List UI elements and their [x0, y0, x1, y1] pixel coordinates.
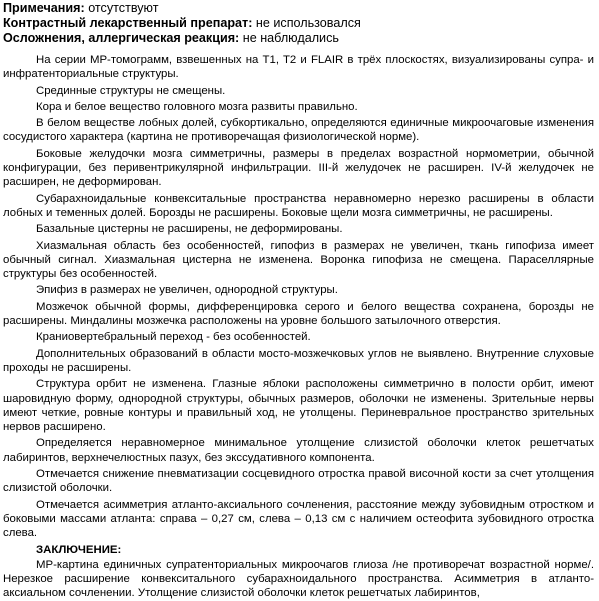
conclusion-text: МР-картина единичных супратенториальных микроочагов глиоза /не противоречат возрастной норме/. Нерезкое расширение конвекситального субарахноидального пространства. Асимметрия в атланто-аксиальном сочленении. Утолщение слизистой оболочки клеток решетчатых лабиринтов, — [3, 558, 594, 600]
paragraph-white-matter: В белом веществе лобных долей, субкортикально, определяются единичные микроочаговые изменения сосудистого характера (картина не противоречащая физиологической норме). — [3, 117, 594, 144]
paragraph-cortex: Кора и белое вещество головного мозга развиты правильно. — [36, 100, 358, 113]
contrast-label: Контрастный лекарственный препарат: — [3, 16, 253, 30]
paragraph-midline: Срединные структуры не смещены. — [36, 84, 226, 97]
paragraph-orbits: Структура орбит не изменена. Глазные яблоки расположены симметрично в полости орбит, имеют шаровидную форму, однородной структуры, обычных размеров, оболочки не изменены. Зрительные нервы имеют четкие, ровные контуры и правильный ход, не утолщены. Периневральное пространство зрительных нервов расширено. — [3, 378, 594, 434]
paragraph-atlantoaxial: Отмечается асимметрия атланто-аксиального сочленения, расстояние между зубовидным отростком и боковыми массами атланта: справа – 0,27 см, слева – 0,13 см с наличием остеофита зубовидного отростка слева. — [3, 498, 594, 540]
paragraph-craniovertebral: Краниовертебральный переход - без особенностей. — [36, 331, 311, 344]
paragraph-cerebellopontine: Дополнительных образований в области мосто-мозжечковых углов не выявлено. Внутренние слуховые проходы не расширены. — [3, 347, 594, 374]
paragraph-cisterns: Базальные цистерны не расширены, не деформированы. — [36, 223, 343, 236]
contrast-value: не использовался — [255, 16, 361, 30]
contrast-line — [3, 16, 594, 31]
paragraph-sinuses: Определяется неравномерное минимальное утолщение слизистой оболочки клеток решетчатых лабиринтов, верхнечелюстных пазух, без экссудативного компонента. — [3, 437, 594, 464]
paragraph-cerebellum: Мозжечок обычной формы, дифференцировка серого и белого вещества сохранена, борозды не расширены. Миндалины мозжечка расположены на уровне большого затылочного отверстия. — [3, 300, 594, 328]
notes-line — [3, 1, 594, 16]
paragraph-mastoid: Отмечается снижение пневматизации сосцевидного отростка правой височной кости за счет утолщения слизистой оболочки. — [3, 468, 594, 495]
conclusion-heading: ЗАКЛЮЧЕНИЕ: — [36, 543, 122, 556]
complications-value: не наблюдались — [242, 31, 339, 45]
paragraph-ventricles: Боковые желудочки мозга симметричны, размеры в пределах возрастной нормометрии, обычной конфигурации, без перивентрикулярной инфильтрации. III-й желудочек не расширен. IV-й желудочек не расширен, не деформирован. — [3, 147, 594, 189]
complications-label: Осложнения, аллергическая реакция: — [3, 31, 240, 45]
paragraph-subarachnoid: Субарахноидальные конвекситальные пространства неравномерно нерезко расширены в области лобных и теменных долей. Борозды не расширены. Боковые щели мозга симметричны, не расширены. — [3, 192, 594, 219]
notes-label: Примечания: — [3, 1, 85, 15]
notes-value: отсутствуют — [88, 1, 159, 15]
paragraph-chiasm: Хиазмальная область без особенностей, гипофиз в размерах не увеличен, ткань гипофиза имеет обычный сигнал. Хиазмальная цистерна не изменена. Воронка гипофиза не смещена. Параселлярные структуры без особенностей. — [3, 239, 594, 281]
paragraph-protocol: На серии МР-томограмм, взвешенных на T1, T2 и FLAIR в трёх плоскостях, визуализированы супра- и инфратенториальные структуры. — [3, 54, 594, 81]
paragraph-epiphysis: Эпифиз в размерах не увеличен, однородной структуры. — [36, 284, 338, 297]
complications-line — [3, 31, 594, 46]
section-gap — [3, 46, 594, 53]
